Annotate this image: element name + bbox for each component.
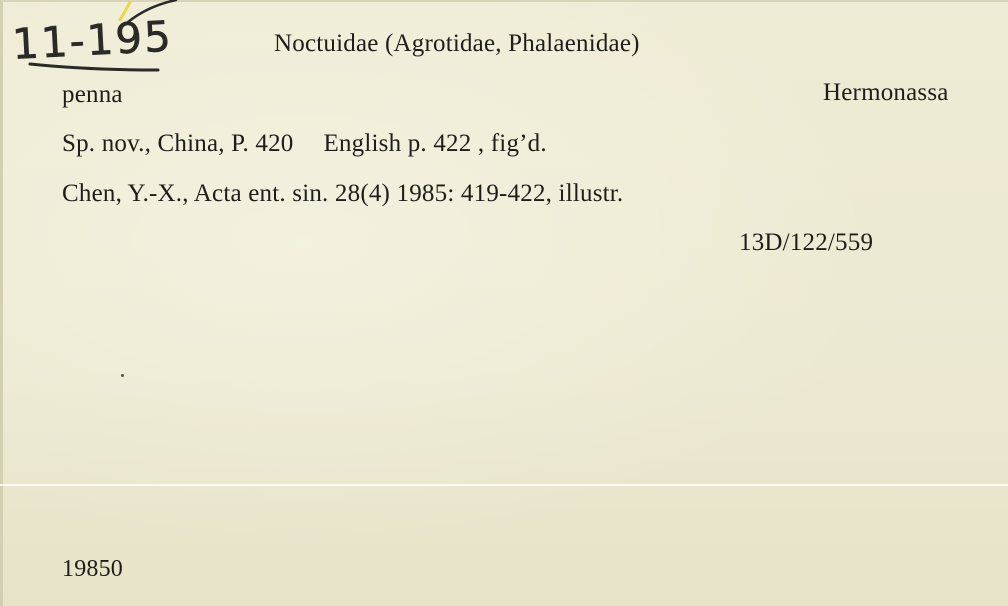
- card-number: 19850: [62, 556, 123, 582]
- genus-name: Hermonassa: [823, 79, 949, 106]
- scan-line: [0, 484, 1008, 486]
- species-name: penna: [62, 81, 123, 108]
- handwritten-number-text: 11-195: [10, 11, 174, 69]
- status-text: Sp. nov., China, P. 420: [62, 130, 294, 157]
- ink-speck: [121, 374, 124, 377]
- citation: Chen, Y.-X., Acta ent. sin. 28(4) 1985: 419-422, illustr.: [62, 180, 624, 207]
- description-line: [62, 131, 547, 156]
- handwritten-underline: [30, 64, 158, 70]
- english-text: English p. 422 , fig’d.: [323, 130, 547, 157]
- handwritten-number: [8, 0, 208, 80]
- family-name: Noctuidae (Agrotidae, Phalaenidae): [274, 30, 640, 57]
- reference-code: 13D/122/559: [739, 229, 874, 256]
